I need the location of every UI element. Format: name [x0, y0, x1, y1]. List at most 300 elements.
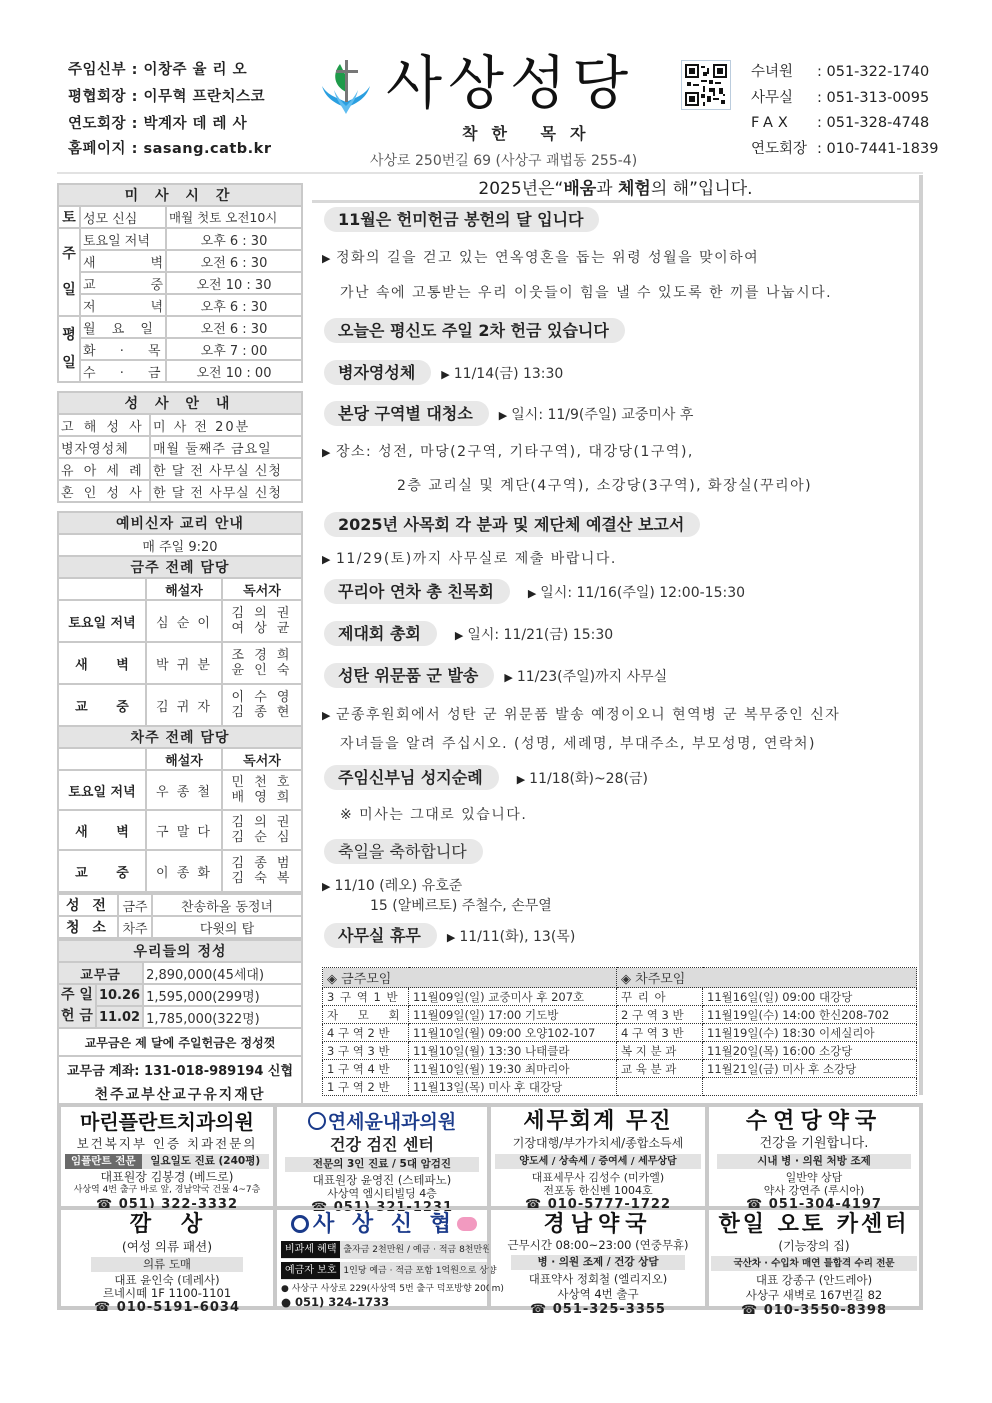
label: FAX [751, 115, 793, 131]
text: 2025년은“ [478, 179, 564, 199]
dues-label: 교무금 [58, 962, 143, 984]
ad-phone: ☎ 010-5191-6034 [93, 1300, 240, 1315]
mass-label: 토요일 저녁 [58, 600, 146, 642]
sacrament-info: 한 달 전 사무실 신청 [150, 458, 302, 480]
cleaning-label: 청 소 [58, 916, 118, 938]
sacrament-info: 미 사 전 20분 [150, 414, 302, 436]
header-contacts [751, 60, 939, 162]
meeting-group: 2 구 역 3 반 [617, 1006, 703, 1024]
collection-date: 10.26 [96, 984, 143, 1006]
ad-line: 사상역 4번 출구 바로 앞, 경남약국 건물 4~7층 [73, 1185, 261, 1195]
readers [222, 684, 302, 726]
text: 사 상 신 협 [313, 1212, 453, 1237]
sacrament-name: 병자영성체 [58, 436, 150, 458]
label: 연도회장 [751, 140, 808, 157]
meeting-detail: 11월16일(일) 09:00 대강당 [703, 988, 917, 1006]
text: 의 해”입니다. [650, 179, 753, 199]
value: 이창주 율 리 오 [143, 62, 248, 78]
commentator: 심 순 이 [146, 600, 222, 642]
sacraments-table [57, 391, 303, 503]
label: 평 [62, 327, 76, 343]
label: 평협회장 [68, 89, 127, 105]
notice-inline [455, 627, 613, 643]
text: 일시: 11/21(금) 15:30 [467, 627, 614, 643]
meeting-detail: 11월21일(금) 미사 후 소강당 [703, 1060, 917, 1078]
text: 과 [596, 179, 618, 199]
mass-label: 교 중 [58, 684, 146, 726]
notice-heading: 11월은 헌미헌금 봉헌의 달 입니다 [324, 207, 599, 232]
meeting-group: 1 구 역 2 반 [323, 1078, 409, 1096]
section-title: 미 사 시 간 [58, 184, 302, 206]
ad-name: 수연당약국 [745, 1109, 883, 1134]
mass-name: 수 · 금 [80, 360, 166, 382]
reader: 김 숙 복 [231, 871, 293, 886]
meeting-detail [703, 1078, 917, 1096]
text: 배움 [563, 179, 597, 199]
label: 중 [150, 277, 163, 293]
column-header: 해설자 [146, 578, 222, 600]
value: 이무혁 프란치스코 [143, 89, 266, 105]
section-title: 우리들의 정성 [58, 940, 302, 962]
ad-band: 양도세 / 상속세 / 증여세 / 세무상담 [495, 1154, 701, 1169]
label: 일 [62, 355, 76, 371]
ad-band [281, 1241, 491, 1259]
ad-tax-accounting [489, 1105, 707, 1212]
mass-time: 오전 10 : 30 [166, 272, 302, 294]
notice-line: 가난 속에 고통받는 우리 이웃들이 힘을 낼 수 있도록 한 끼를 나눕시다. [340, 285, 833, 301]
meetings-table [322, 967, 917, 1096]
text: 11/23(주일)까지 사무실 [516, 669, 668, 685]
council-president-row: 평협회장 : 이무혁 프란치스코 [68, 89, 266, 105]
mass-name [80, 250, 166, 272]
header-info-left [68, 58, 298, 159]
meeting-group: 3 구 역 3 반 [323, 1042, 409, 1060]
ad-line: 르네시떼 1F 1100-1101 [102, 1286, 232, 1300]
left-column [57, 183, 303, 1107]
text: 군종후원회에서 성탄 군 위문품 발송 예정이오니 현역병 군 복무중인 신자 [335, 707, 841, 723]
next-week-meetings-header: ◈ 차주모임 [617, 968, 917, 988]
notice-title [324, 401, 693, 426]
meeting-group: 3 구 역 1 반 [323, 988, 409, 1006]
fax-number: 051-328-4748 [826, 115, 930, 131]
notice-title [324, 923, 575, 948]
column-header: 해설자 [146, 748, 222, 770]
text: 체험 [618, 179, 651, 199]
text: 11/11(화), 13(목) [459, 929, 576, 945]
mass-label: 토요일 저녁 [58, 770, 146, 810]
label: 주임신부 [68, 62, 127, 78]
notice-line: 15 (알베르토) 주철수, 손무열 [370, 898, 552, 914]
column-header: 독서자 [222, 578, 302, 600]
meeting-detail: 11월10일(월) 19:30 최마리아 [409, 1060, 617, 1078]
triangle-bullet-icon: ▶ [516, 773, 526, 786]
notice-inline [528, 585, 745, 601]
ad-tag: 예금자 보호 [281, 1262, 340, 1279]
cleaning-week: 차주 [118, 916, 152, 938]
ad-line: 사상구 새벽로 167번길 82 [745, 1288, 883, 1302]
label: 벽 [150, 255, 163, 271]
notice-heading: 성탄 위문품 군 발송 [324, 663, 494, 688]
meeting-detail: 11월20일(목) 16:00 소강당 [703, 1042, 917, 1060]
sacrament-info: 한 달 전 사무실 신청 [150, 480, 302, 502]
notice-line [322, 548, 617, 568]
meeting-group: 1 구 역 4 반 [323, 1060, 409, 1078]
ad-name: 마린플란트치과의원 [80, 1110, 254, 1134]
ad-line: ● 사상구 사상로 229(사상역 5번 출구 덕포방향 200m) [281, 1284, 504, 1294]
notice-line [322, 441, 694, 461]
ad-subtitle: 기장대행/부가가치세/종합소득세 [512, 1136, 684, 1150]
label: 일 [62, 282, 76, 298]
sacrament-name: 유 아 세 례 [58, 458, 150, 480]
ad-band [65, 1154, 269, 1169]
sacrament-name: 혼 인 성 사 [58, 480, 150, 502]
value: 박계자 데 레 사 [143, 116, 248, 132]
ad-subtitle: (여성 의류 패션) [121, 1239, 213, 1254]
mass-time: 오후 6 : 30 [166, 228, 302, 250]
notice-inline [504, 669, 667, 685]
this-week-meetings-header: ◈ 금주모임 [323, 968, 617, 988]
header-divider [57, 172, 923, 174]
triangle-bullet-icon: ▶ [441, 368, 450, 381]
spacer [57, 503, 303, 511]
label: 저 [83, 299, 96, 315]
phone-number: 051-322-1740 [826, 64, 930, 80]
label: 새 [83, 255, 96, 271]
mass-time: 오전 6 : 30 [166, 250, 302, 272]
notice-title [324, 579, 745, 604]
church-name: 사상성당 [386, 49, 635, 117]
collection-value: 1,785,000(322명) [143, 1006, 302, 1028]
mass-label: 새 벽 [58, 810, 146, 850]
text: 출자금 2천만원 / 예금 · 적금 8천만원 [343, 1245, 491, 1255]
notice-title [324, 207, 599, 232]
notice-title [324, 839, 483, 864]
notice-title [324, 765, 648, 790]
section-title: 금주 전례 담당 [58, 556, 302, 578]
triangle-bullet-icon: ▶ [504, 671, 513, 684]
reader: 여 상 균 [231, 621, 293, 636]
homepage-row: 홈페이지 : sasang.catb.kr [68, 141, 272, 157]
notice-line [322, 875, 462, 895]
collection-date: 11.02 [96, 1006, 143, 1028]
ad-band: 시내 병 · 의원 처방 조제 [717, 1154, 911, 1169]
text: 11/14(금) 13:30 [453, 366, 564, 382]
ad-pharmacy-suyeondang [707, 1105, 921, 1212]
meeting-detail: 11월09일(일) 17:00 기도방 [409, 1006, 617, 1024]
ad-line: 일반약 상담 [785, 1171, 843, 1184]
sacrament-name: 고 해 성 사 [58, 414, 150, 436]
label: 녁 [150, 299, 163, 315]
cleaning-label: 성 전 [58, 894, 118, 916]
empty-header [58, 748, 146, 770]
contact-convent: 수녀원 : 051-322-1740 [751, 60, 931, 86]
text: 연세윤내과의원 [327, 1111, 457, 1133]
mass-name: 토요일 저녁 [80, 228, 166, 250]
church-subtitle: 착한 목자 [462, 124, 600, 143]
label: 교 [83, 277, 96, 293]
ad-name [281, 1212, 487, 1238]
ad-band: 국산차 · 수입차 매연 틀합격 수리 전문 [711, 1256, 917, 1271]
triangle-bullet-icon: ▶ [454, 629, 464, 642]
qr-code-icon[interactable] [681, 60, 731, 110]
ad-band: 전문의 3인 진료 / 5대 암검진 [285, 1157, 479, 1172]
ad-band: 병 · 의원 조제 / 건강 상담 [511, 1255, 685, 1270]
notice-title [324, 318, 625, 343]
mass-label: 교 중 [58, 850, 146, 892]
meeting-group: 4 구 역 3 반 [617, 1024, 703, 1042]
spacer [57, 383, 303, 391]
commentator: 박 귀 분 [146, 642, 222, 684]
ad-band: 의류 도매 [91, 1257, 243, 1272]
notice-heading: 주임신부님 성지순례 [324, 765, 499, 790]
cleaning-group: 다윗의 탑 [152, 916, 302, 938]
ad-line: 대표세무사 김성수 (미카엘) [531, 1171, 665, 1184]
notice-inline [499, 407, 694, 423]
reader: 김 의 권 [231, 606, 293, 621]
ad-line: 사상역 엠시티빌딩 4층 [327, 1187, 437, 1200]
reader: 김 의 권 [231, 815, 293, 830]
text: 1인당 예금 · 적금 포함 1억원으로 상향 [343, 1266, 497, 1276]
triangle-bullet-icon: ▶ [446, 931, 456, 944]
credit-union-logo-icon [291, 1215, 309, 1233]
section-title: 예비신자 교리 안내 [58, 512, 302, 534]
label: 주 [62, 246, 76, 262]
mass-name: 성모 신심 [80, 206, 166, 228]
text: 11/10 (레오) 유호준 [334, 878, 463, 894]
meeting-detail: 11월19일(수) 18:30 이세실리아 [703, 1024, 917, 1042]
mass-time: 오후 6 : 30 [166, 294, 302, 316]
ad-subtitle: 보건복지부 인증 치과전문의 [76, 1136, 258, 1151]
notice-heading: 꾸리아 연차 총 친목회 [324, 579, 510, 604]
offering-note: 교무금은 제 달에 주일헌금은 정성껏 [58, 1028, 302, 1056]
sunday-label [58, 228, 80, 316]
notice-title [324, 512, 700, 537]
sacrament-info: 매월 둘째주 금요일 [150, 436, 302, 458]
advertisements-grid [57, 1103, 923, 1318]
notice-title [324, 621, 613, 646]
empty-header [58, 578, 146, 600]
ad-credit-union [275, 1208, 504, 1309]
commentator: 구 말 다 [146, 810, 222, 850]
readers [222, 850, 302, 892]
church-address: 사상로 250번길 69 (사상구 괘법동 255-4) [370, 153, 638, 169]
text: 11/18(화)~28(금) [529, 771, 648, 787]
ad-dental-clinic [59, 1105, 275, 1212]
text: 일시: 11/9(주일) 교중미사 후 [511, 407, 694, 423]
ad-subtitle: 근무시간 08:00~23:00 (연중무휴) [507, 1238, 689, 1252]
column-header: 독서자 [222, 748, 302, 770]
clinic-emblem-icon [308, 1112, 326, 1130]
contact-fax: FAX : 051-328-4748 [751, 111, 931, 137]
ad-line: 대표원장 김봉경 (베드로) [100, 1170, 234, 1184]
ad-gyeongnam-pharmacy [489, 1208, 707, 1317]
ad-phone: ☎ 051-304-4197 [746, 1197, 882, 1212]
ad-subtitle: 건강을 기원합니다. [759, 1136, 869, 1151]
notice-line [322, 247, 759, 267]
contact-prayer-president: 연도회장 : 010-7441-1839 [751, 137, 931, 163]
notice-inline [447, 929, 575, 945]
ad-name [277, 1109, 487, 1135]
ad-name: 한일 오토 카센터 [718, 1212, 910, 1237]
meeting-detail: 11월10일(월) 09:00 오양102-107 [409, 1024, 617, 1042]
label: 홈페이지 [68, 141, 127, 157]
commentator: 우 종 철 [146, 770, 222, 810]
cleaning-offerings-table [57, 893, 303, 939]
ad-phone: ☎ 051) 321-1231 [310, 1200, 454, 1215]
meeting-detail: 11월19일(수) 14:00 한신208-702 [703, 1006, 917, 1024]
section-title: 성 사 안 내 [58, 392, 302, 414]
meeting-group: 교 육 분 과 [617, 1060, 703, 1078]
ad-phone: ☎ 010-5777-1722 [524, 1197, 671, 1212]
ad-line: 전포동 한신벤 1004호 [543, 1184, 653, 1197]
triangle-bullet-icon: ▶ [527, 587, 537, 600]
text: 11/29(토)까지 사무실로 제출 바랍니다. [335, 551, 617, 567]
ad-name: 깜 상 [129, 1212, 205, 1237]
catechumen-schedule: 매 주일 9:20 [58, 534, 302, 556]
ad-band [281, 1262, 497, 1280]
foundation-name: 천주교부산교구유지재단 [58, 1082, 302, 1106]
ad-line: 약사 강연주 (루시아) [763, 1184, 865, 1197]
contact-office: 사무실 : 051-313-0095 [751, 86, 931, 112]
dues-account: 교무금 계좌: 131-018-989194 신협 [58, 1056, 302, 1082]
label: 주 일 [61, 987, 93, 1003]
notice-line [322, 704, 840, 724]
notice-inline [441, 366, 563, 382]
ad-line: 사상역 4번 출구 [557, 1287, 639, 1301]
sunday-collection-label [58, 984, 96, 1028]
cleaning-group: 찬송하올 동정녀 [152, 894, 302, 916]
weekday-label [58, 316, 80, 382]
meeting-group: 자 모 회 [323, 1006, 409, 1024]
label: 연도회장 [68, 116, 127, 132]
pastor-row: 주임신부 : 이창주 율 리 오 [68, 62, 248, 78]
ad-subtitle: (기능장의 집) [778, 1239, 850, 1253]
prayer-president-row: 연도회장 : 박계자 데 레 사 [68, 116, 248, 132]
notice-heading: 본당 구역별 대청소 [324, 401, 489, 426]
ad-internal-medicine [275, 1105, 489, 1215]
reader: 윤 인 숙 [231, 663, 293, 678]
notice-title [324, 663, 667, 688]
label: 헌 금 [61, 1008, 93, 1024]
meeting-group: 4 구 역 2 반 [323, 1024, 409, 1042]
mass-time: 오전 10 : 00 [166, 360, 302, 382]
meeting-detail: 11월13일(목) 미사 후 대강당 [409, 1078, 617, 1096]
notice-line: 자녀들을 알려 주십시오. (성명, 세례명, 부대주소, 부모성명, 연락처) [340, 736, 816, 752]
mass-time: 오후 7 : 00 [166, 338, 302, 360]
reader: 조 경 희 [231, 648, 293, 663]
meeting-group: 복 지 분 과 [617, 1042, 703, 1060]
ad-clothing-store [59, 1208, 275, 1315]
triangle-bullet-icon: ▶ [322, 446, 332, 459]
triangle-bullet-icon: ▶ [322, 553, 332, 566]
meeting-detail: 11월09일(일) 교중미사 후 207호 [409, 988, 617, 1006]
ad-name: 세무회계 무진 [523, 1109, 673, 1134]
ad-phone: ☎ 051) 322-3332 [95, 1197, 239, 1212]
readers [222, 642, 302, 684]
triangle-bullet-icon: ▶ [322, 709, 332, 722]
cleaning-week: 금주 [118, 894, 152, 916]
notice-heading: 축일을 축하합니다 [324, 839, 483, 864]
label: 사무실 [751, 89, 794, 106]
liturgy-table [57, 511, 303, 893]
readers [222, 600, 302, 642]
meeting-group: 꾸 리 아 [617, 988, 703, 1006]
mass-time: 오전 6 : 30 [166, 316, 302, 338]
homepage-link[interactable]: sasang.catb.kr [143, 141, 272, 157]
ad-line: 대표 윤인숙 (데레사) [114, 1273, 220, 1287]
commentator: 이 종 화 [146, 850, 222, 892]
year-theme [312, 175, 919, 203]
ad-subtitle: 건강 검진 센터 [330, 1135, 434, 1154]
collection-value: 1,595,000(299명) [143, 984, 302, 1006]
reader: 김 종 범 [231, 856, 293, 871]
mass-label: 새 벽 [58, 642, 146, 684]
reader: 배 영 희 [231, 790, 293, 805]
mass-name: 월 요 일 [80, 316, 166, 338]
mass-name: 화 · 목 [80, 338, 166, 360]
notice-heading: 오늘은 평신도 주일 2차 헌금 있습니다 [324, 318, 625, 343]
ad-phone: ☎ 051-325-3355 [530, 1302, 666, 1317]
section-title: 차주 전례 담당 [58, 726, 302, 748]
mass-time: 매월 첫토 오전10시 [166, 206, 302, 228]
reader: 민 천 호 [231, 775, 293, 790]
text: 일요일도 진료 (240평) [150, 1155, 261, 1167]
ad-line: 대표 강종구 (안드레아) [755, 1273, 873, 1287]
meeting-detail: 11월10일(월) 13:30 나태클라 [409, 1042, 617, 1060]
phone-number: 051-313-0095 [826, 89, 930, 106]
text: 일시: 11/16(주일) 12:00-15:30 [540, 585, 746, 601]
label: 수녀원 [751, 64, 794, 80]
ad-line: 대표원장 윤영진 (스테파노) [312, 1173, 452, 1187]
mass-name [80, 294, 166, 316]
notice-heading: 제대회 총회 [324, 621, 437, 646]
offerings-table [57, 939, 303, 1107]
notice-heading: 사무실 휴무 [324, 923, 437, 948]
church-logo-icon [318, 56, 374, 118]
readers [222, 810, 302, 850]
ad-auto-center [707, 1208, 921, 1318]
day-label: 토 [58, 206, 80, 228]
text: 정화의 길을 걷고 있는 연옥영혼을 돕는 위령 성월을 맞이하여 [335, 250, 760, 266]
notice-heading: 2025년 사목회 각 분과 및 제단체 예결산 보고서 [324, 512, 700, 537]
ad-tag: 비과세 혜택 [281, 1241, 340, 1258]
reader: 이 수 영 [231, 690, 293, 705]
reader: 김 종 현 [231, 705, 293, 720]
triangle-bullet-icon: ▶ [498, 409, 508, 422]
ad-name: 경남약국 [543, 1212, 653, 1237]
ad-phone: ● 051) 324-1733 [281, 1295, 390, 1309]
meeting-group [617, 1078, 703, 1096]
reader: 김 순 심 [231, 830, 293, 845]
mass-times-table [57, 183, 303, 383]
notice-title [324, 360, 563, 385]
ad-tag: 임플란트 전문 [65, 1154, 142, 1169]
commentator: 김 귀 자 [146, 684, 222, 726]
ad-phone: ☎ 010-3550-8398 [740, 1303, 887, 1318]
phone-number: 010-7441-1839 [826, 140, 939, 157]
ad-line: 대표약사 정회철 (엘리지오) [528, 1272, 668, 1286]
triangle-bullet-icon: ▶ [322, 880, 331, 893]
mass-name [80, 272, 166, 294]
triangle-bullet-icon: ▶ [322, 252, 332, 265]
readers [222, 770, 302, 810]
dues-value: 2,890,000(45세대) [143, 962, 302, 984]
notice-line: ※ 미사는 그대로 있습니다. [340, 807, 528, 823]
piggy-bank-icon [457, 1217, 477, 1231]
notice-inline [517, 771, 648, 787]
notice-heading: 병자영성체 [324, 360, 431, 385]
text: 장소: 성전, 마당(2구역, 기타구역), 대강당(1구역), [335, 444, 694, 460]
